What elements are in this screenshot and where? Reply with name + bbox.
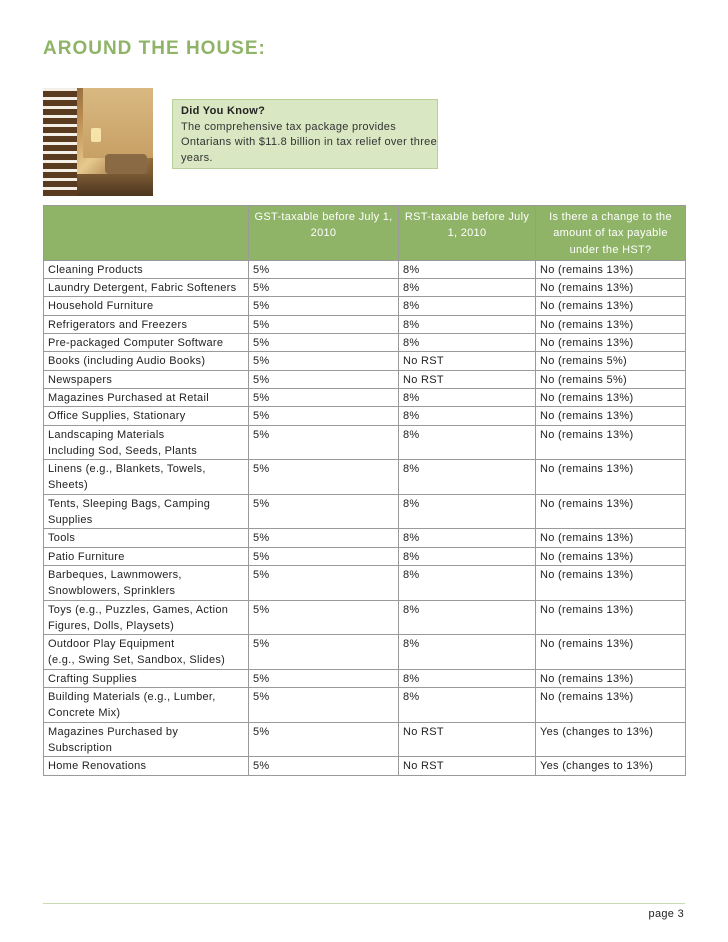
gst-cell: 5% [249,407,399,425]
gst-cell: 5% [249,297,399,315]
gst-cell: 5% [249,722,399,757]
table-row [44,547,686,565]
change-cell: Yes (changes to 13%) [536,722,686,757]
gst-cell: 5% [249,370,399,388]
gst-cell: 5% [249,352,399,370]
table-row [44,315,686,333]
item-cell: Cleaning Products [44,260,249,278]
gst-cell: 5% [249,565,399,600]
change-cell: No (remains 13%) [536,547,686,565]
item-cell: Pre-packaged Computer Software [44,334,249,352]
item-cell: Books (including Audio Books) [44,352,249,370]
callout-body: The comprehensive tax package provides Ontarians with $11.8 billion in tax relief over three years. [181,120,437,164]
gst-cell: 5% [249,635,399,670]
item-cell: Magazines Purchased by Subscription [44,722,249,757]
rst-cell: No RST [399,352,536,370]
table-row [44,460,686,495]
gst-cell: 5% [249,260,399,278]
rst-cell: 8% [399,260,536,278]
change-cell: No (remains 13%) [536,279,686,297]
change-cell: No (remains 13%) [536,635,686,670]
change-cell: No (remains 13%) [536,425,686,460]
rst-cell: 8% [399,297,536,315]
table-row [44,722,686,757]
rst-cell: 8% [399,529,536,547]
table-row [44,565,686,600]
table-row [44,297,686,315]
gst-cell: 5% [249,315,399,333]
gst-cell: 5% [249,547,399,565]
rst-cell: 8% [399,407,536,425]
change-cell: Yes (changes to 13%) [536,757,686,775]
gst-cell: 5% [249,460,399,495]
rst-cell: 8% [399,565,536,600]
change-cell: No (remains 13%) [536,460,686,495]
table-row [44,279,686,297]
rst-cell: 8% [399,388,536,406]
did-you-know-callout [172,99,438,169]
table-row [44,334,686,352]
table-row [44,635,686,670]
table-row [44,757,686,775]
change-cell: No (remains 13%) [536,260,686,278]
rst-cell: 8% [399,600,536,635]
rst-cell: 8% [399,279,536,297]
header-rst: RST-taxable before July 1, 2010 [399,206,536,261]
header-change: Is there a change to the amount of tax payable under the HST? [536,206,686,261]
change-cell: No (remains 13%) [536,388,686,406]
table-row [44,669,686,687]
rst-cell: 8% [399,334,536,352]
gst-cell: 5% [249,425,399,460]
table-row [44,494,686,529]
item-cell: Household Furniture [44,297,249,315]
table-header-row [44,206,686,261]
change-cell: No (remains 13%) [536,565,686,600]
gst-cell: 5% [249,494,399,529]
rst-cell: 8% [399,688,536,723]
change-cell: No (remains 13%) [536,494,686,529]
rst-cell: 8% [399,635,536,670]
item-cell: Outdoor Play Equipment (e.g., Swing Set, Sandbox, Slides) [44,635,249,670]
table-row [44,388,686,406]
page-number: page 3 [648,908,684,920]
item-cell: Laundry Detergent, Fabric Softeners [44,279,249,297]
rst-cell: No RST [399,370,536,388]
gst-cell: 5% [249,388,399,406]
item-cell: Barbeques, Lawnmowers, Snowblowers, Sprinklers [44,565,249,600]
item-cell: Magazines Purchased at Retail [44,388,249,406]
gst-cell: 5% [249,600,399,635]
header-item [44,206,249,261]
rst-cell: 8% [399,547,536,565]
table-row [44,352,686,370]
item-cell: Crafting Supplies [44,669,249,687]
table-row [44,425,686,460]
gst-cell: 5% [249,334,399,352]
rst-cell: 8% [399,494,536,529]
change-cell: No (remains 5%) [536,352,686,370]
item-cell: Office Supplies, Stationary [44,407,249,425]
item-cell: Toys (e.g., Puzzles, Games, Action Figures, Dolls, Playsets) [44,600,249,635]
change-cell: No (remains 13%) [536,297,686,315]
change-cell: No (remains 13%) [536,669,686,687]
change-cell: No (remains 13%) [536,688,686,723]
item-cell: Refrigerators and Freezers [44,315,249,333]
change-cell: No (remains 13%) [536,529,686,547]
table-row [44,370,686,388]
gst-cell: 5% [249,669,399,687]
item-cell: Tents, Sleeping Bags, Camping Supplies [44,494,249,529]
gst-cell: 5% [249,279,399,297]
page-heading: AROUND THE HOUSE: [43,38,266,59]
gst-cell: 5% [249,529,399,547]
item-cell: Patio Furniture [44,547,249,565]
header-gst: GST-taxable before July 1, 2010 [249,206,399,261]
table-row [44,260,686,278]
rst-cell: No RST [399,722,536,757]
item-cell: Tools [44,529,249,547]
item-cell: Newspapers [44,370,249,388]
footer-divider [43,903,685,904]
change-cell: No (remains 13%) [536,334,686,352]
change-cell: No (remains 13%) [536,315,686,333]
gst-cell: 5% [249,757,399,775]
change-cell: No (remains 5%) [536,370,686,388]
gst-cell: 5% [249,688,399,723]
rst-cell: 8% [399,315,536,333]
callout-title: Did You Know? [181,105,266,117]
living-room-photo [43,88,153,196]
item-cell: Linens (e.g., Blankets, Towels, Sheets) [44,460,249,495]
rst-cell: 8% [399,425,536,460]
rst-cell: No RST [399,757,536,775]
item-cell: Building Materials (e.g., Lumber, Concrete Mix) [44,688,249,723]
rst-cell: 8% [399,460,536,495]
item-cell: Landscaping Materials Including Sod, Seeds, Plants [44,425,249,460]
change-cell: No (remains 13%) [536,600,686,635]
table-row [44,600,686,635]
hst-tax-table [43,205,686,776]
table-row [44,407,686,425]
item-cell: Home Renovations [44,757,249,775]
change-cell: No (remains 13%) [536,407,686,425]
table-row [44,688,686,723]
rst-cell: 8% [399,669,536,687]
table-row [44,529,686,547]
